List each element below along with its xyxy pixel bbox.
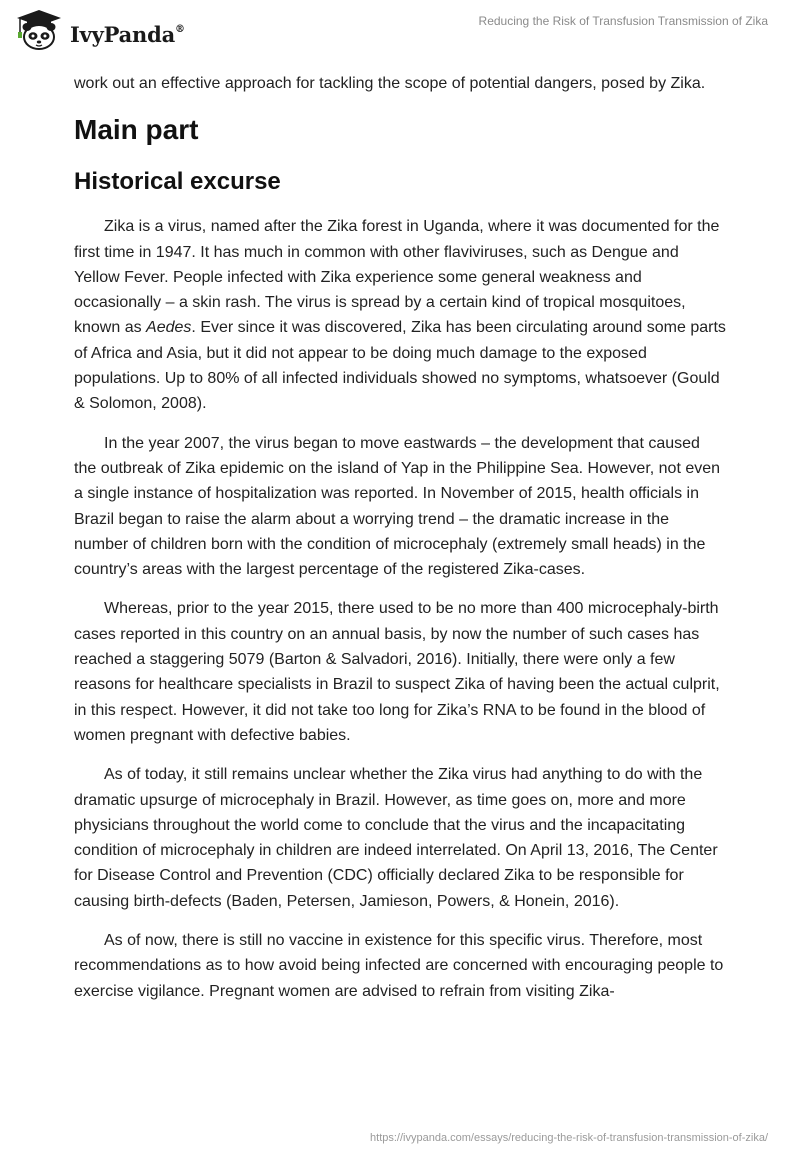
- page-header: [0, 0, 800, 60]
- paragraph-1: Zika is a virus, named after the Zika forest in Uganda, where it was documented for the first time in 1947. It has much in common with other flaviviruses, such as Dengue and Yellow Fever. People infected with Zika experience some general weakness and occasionally – a skin rash. The virus is spread by a certain kind of tropical mosquitoes, known as Aedes. Ever since it was discovered, Zika has been circulating around some parts of Africa and Asia, but it did not appear to be doing much damage to the exposed populations. Up to 80% of all infected individuals showed no symptoms, whatsoever (Gould & Solomon, 2008).: [74, 218, 726, 413]
- essay-body: [74, 71, 726, 1018]
- document-title: Reducing the Risk of Transfusion Transmission of Zika: [478, 14, 768, 28]
- logo-wordmark: IvyPanda®: [70, 21, 185, 47]
- genus-name: Aedes: [146, 319, 192, 337]
- intro-paragraph-fragment: work out an effective approach for tackling the scope of potential dangers, posed by Zika.: [74, 75, 706, 92]
- paragraph-4: As of today, it still remains unclear whether the Zika virus had anything to do with the dramatic upsurge of microcephaly in Brazil. However, as time goes on, more and more physicians throughout the world come to conclude that the virus and the incapacitating condition of microcephaly in children are indeed interrelated. On April 13, 2016, The Center for Disease Control and Prevention (CDC) officially declared Zika to be responsible for causing birth-defects (Baden, Petersen, Jamieson, Powers, & Honein, 2016).: [74, 766, 718, 910]
- paragraph-3: Whereas, prior to the year 2015, there used to be no more than 400 microcephaly-birth cases reported in this country on an annual basis, by now the number of such cases has reached a staggering 5079 (Barton & Salvadori, 2016). Initially, there were only a few reasons for healthcare specialists in Brazil to suspect Zika of having been the actual culprit, in this respect. However, it did not take too long for Zika’s RNA to be found in the blood of women pregnant with defective babies.: [74, 600, 720, 744]
- subsection-heading: Historical excurse: [74, 168, 281, 196]
- source-url-link[interactable]: https://ivypanda.com/essays/reducing-the-risk-of-transfusion-transmission-of-zika/: [370, 1132, 768, 1144]
- ivypanda-logo[interactable]: [14, 8, 185, 52]
- paragraph-2: In the year 2007, the virus began to move eastwards – the development that caused the outbreak of Zika epidemic on the island of Yap in the Philippine Sea. However, not even a single instance of hospitalization was reported. In November of 2015, health officials in Brazil began to raise the alarm about a worrying trend – the dramatic increase in the number of children born with the condition of microcephaly (extremely small heads) in the country’s areas with the largest percentage of the registered Zika-cases.: [74, 434, 721, 579]
- section-heading-main: Main part: [74, 114, 199, 146]
- paragraph-5: As of now, there is still no vaccine in existence for this specific virus. Therefore, most recommendations as to how avoid being infected are concerned with encouraging people to exercise vigilance. Pregnant women are advised to refrain from visiting Zika-: [74, 932, 724, 1000]
- panda-graduate-icon: [14, 8, 64, 52]
